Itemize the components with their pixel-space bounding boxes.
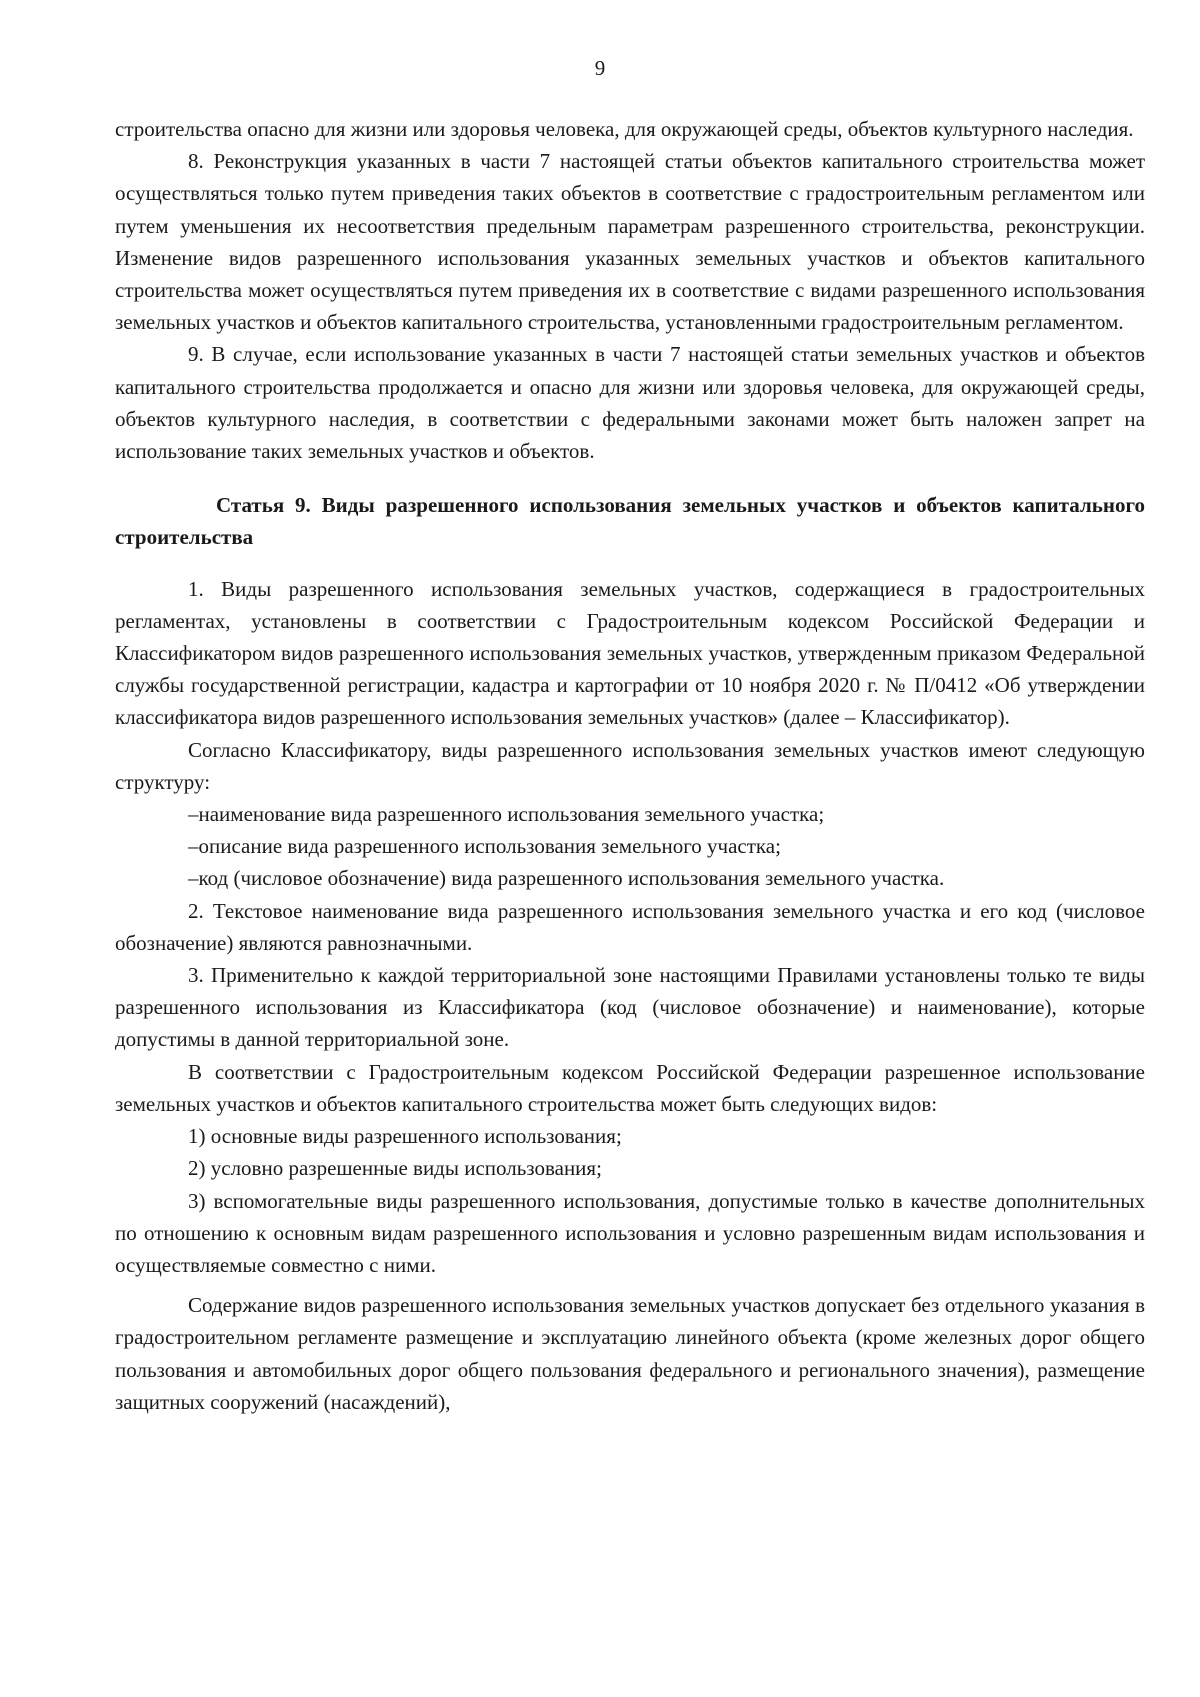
article-paragraph-2: 2. Текстовое наименование вида разрешенного использования земельного участка и его код (числовое обозначение) являются равнозначными. (115, 898, 1145, 955)
kind-item-conditional: 2) условно разрешенные виды использования; (188, 1156, 602, 1181)
structure-item-name: –наименование вида разрешенного использования земельного участка; (188, 802, 825, 827)
kind-item-main: 1) основные виды разрешенного использования; (188, 1124, 622, 1149)
article-paragraph-3: 3. Применительно к каждой территориальной зоне настоящими Правилами установлены только те виды разрешенного использования из Классификатора (код (числовое обозначение) и наименование), которые допустимы в данной территориальной зоне. (115, 963, 1145, 1052)
article-paragraph-kinds-intro: В соответствии с Градостроительным кодексом Российской Федерации разрешенное использование земельных участков и объектов капитального строительства может быть следующих видов: (115, 1059, 1145, 1116)
paragraph-continuation: строительства опасно для жизни или здоровья человека, для окружающей среды, объектов культурного наследия. (115, 117, 1134, 141)
structure-item-code: –код (числовое обозначение) вида разрешенного использования земельного участка. (188, 866, 945, 891)
article-heading: Статья 9. Виды разрешенного использования земельных участков и объектов капитального строительства (115, 493, 1145, 550)
article-paragraph-final: Содержание видов разрешенного использования земельных участков допускает без отдельного указания в градостроительном регламенте размещение и эксплуатацию линейного объекта (кроме железных дорог общего пользования и автомобильных дорог общего пользования федерального и регионального значения), размещение защитных сооружений (насаждений), (115, 1293, 1145, 1414)
article-paragraph-structure-intro: Согласно Классификатору, виды разрешенного использования земельных участков имеют следующую структуру: (115, 737, 1145, 794)
document-body (115, 113, 1145, 1418)
paragraph-item-8: 8. Реконструкция указанных в части 7 настоящей статьи объектов капитального строительства может осуществляться только путем приведения таких объектов в соответствие с градостроительным регламентом или путем уменьшения их несоответствия предельным параметрам разрешенного строительства, реконструкции. Изменение видов разрешенного использования указанных земельных участков и объектов капитального строительства может осуществляться путем приведения их в соответствие с видами разрешенного использования земельных участков и объектов капитального строительства, установленными градостроительным регламентом. (115, 149, 1145, 335)
article-paragraph-1: 1. Виды разрешенного использования земельных участков, содержащиеся в градостроительных регламентах, установлены в соответствии с Градостроительным кодексом Российской Федерации и Классификатором видов разрешенного использования земельных участков, утвержденным приказом Федеральной службы государственной регистрации, кадастра и картографии от 10 ноября 2020 г. № П/0412 «Об утверждении классификатора видов разрешенного использования земельных участков» (далее – Классификатор). (115, 576, 1145, 730)
paragraph-item-9: 9. В случае, если использование указанных в части 7 настоящей статьи земельных участков и объектов капитального строительства продолжается и опасно для жизни или здоровья человека, для окружающей среды, объектов культурного наследия, в соответствии с федеральными законами может быть наложен запрет на использование таких земельных участков и объектов. (115, 342, 1145, 464)
kind-item-auxiliary: 3) вспомогательные виды разрешенного использования, допустимые только в качестве дополнительных по отношению к основным видам разрешенного использования и условно разрешенным видам использования и осуществляемые совместно с ними. (115, 1188, 1145, 1277)
page-number: 9 (594, 56, 606, 80)
structure-item-description: –описание вида разрешенного использования земельного участка; (188, 834, 781, 859)
